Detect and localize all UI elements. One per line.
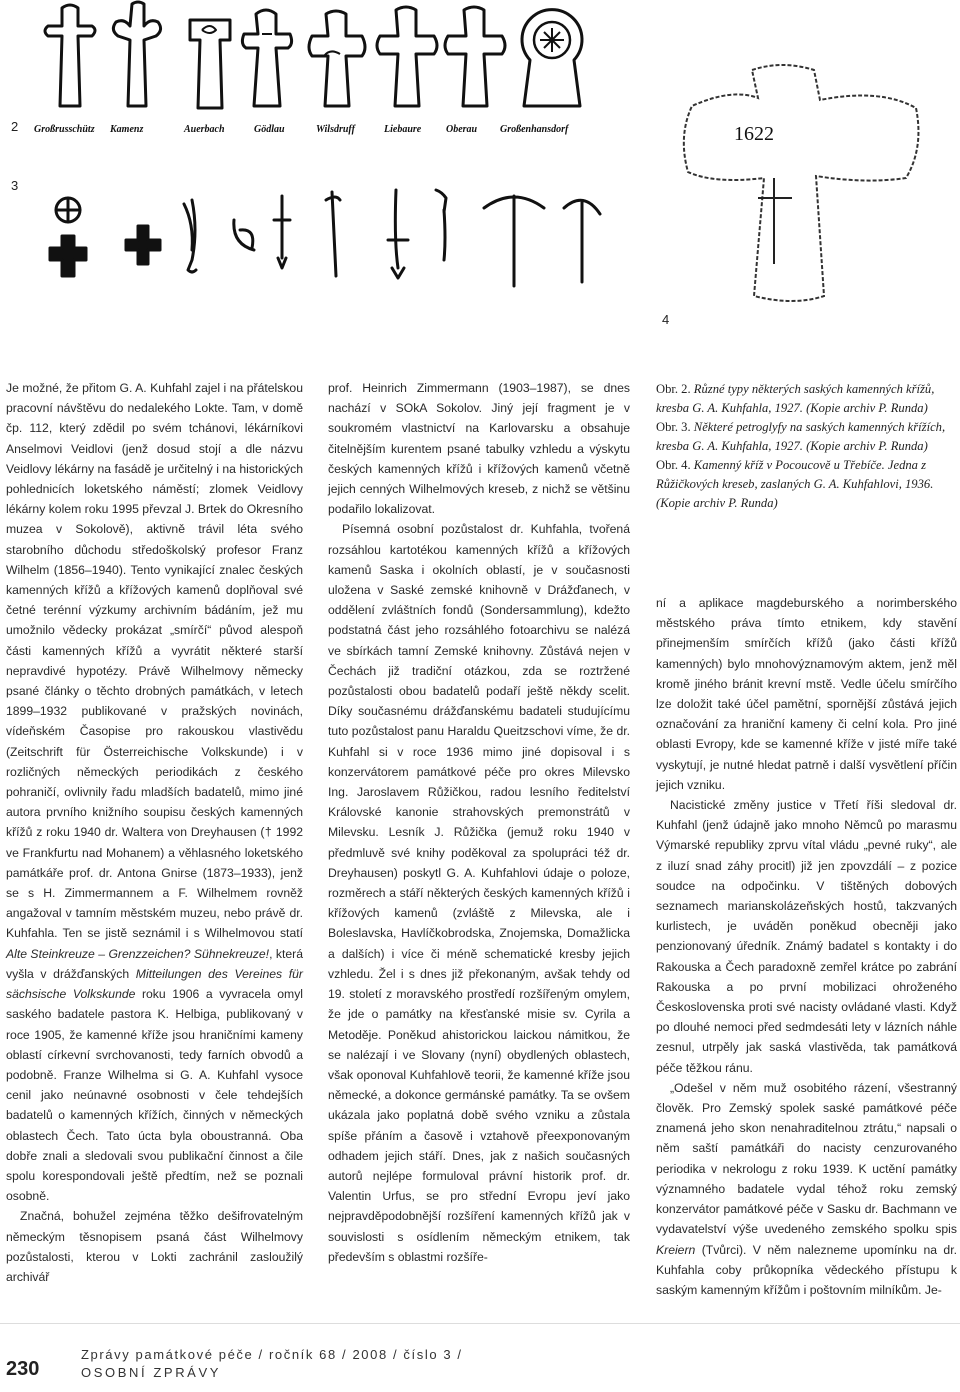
running-footer bbox=[81, 1346, 463, 1382]
figure-4-year: 1622 bbox=[734, 123, 774, 145]
figure-2-drawing bbox=[34, 0, 594, 140]
text-column-1 bbox=[6, 378, 303, 1287]
caption-figure-2 bbox=[656, 380, 956, 418]
paragraph: prof. Heinrich Zimmermann (1903–1987), se dnes nachází v SOkA Sokolov. Jiný její fragment je v soukromém vlastnictví na Karlovarsku a obsahuje čitelnějším kurentem psané tabulky vzhledu a výskytu českých kamenných křížů i křížových kamenů včetně jejich cenných Wilhelmových kreseb, z nichž se většinu podařilo lokalizovat. bbox=[328, 381, 630, 517]
petroglyph bbox=[234, 220, 254, 250]
text-run: roku 1906 a vyvracela omyl saského badatele pastora K. Helbiga, publikovaný v roce 1905, že kamenné kříže jsou hraničními kameny oblastí církevní svrchovanosti, tedy farních obvodů a podobně. Franze Wilhelma si G. A. Kuhfahl vysoce cenil jako neúnavné osobnosti v čele tehdejších badatelů o kamenných křížích, činných v německých oblastech Čech. Tato úcta byla oboustranná. Oba dobře znali a sledovali svou publikační činnost a čile spolu korespondovali ještě předtím, než se poznali osobně. bbox=[6, 987, 303, 1204]
caption-label: Obr. 3. bbox=[656, 420, 691, 434]
figure-2-label: Gödlau bbox=[254, 124, 285, 135]
text-run: , která vyšla v drážďanských bbox=[6, 946, 303, 981]
italic-title: Mitteilungen des Vereines für sächsische Volkskunde bbox=[6, 966, 303, 1002]
paragraph bbox=[6, 378, 303, 1206]
petroglyph bbox=[50, 236, 86, 276]
paragraph: Značná, bohužel zejména těžko dešifrovatelným německým těsnopisem psaná část Wilhelmovy pozůstalosti, kterou v Lokti zachránil zasloužilý archivář bbox=[6, 1209, 303, 1284]
italic-title: Alte Steinkreuze – Grenzzeichen? Sühnekreuze! bbox=[6, 946, 270, 961]
figure-2-label: Oberau bbox=[446, 124, 478, 135]
caption-text: Kamenný kříž v Pocoucově u Třebíče. Jedna z Růžičkových kreseb, zaslaných G. A. Kuhfahlovi, 1936. (Kopie archiv P. Runda) bbox=[656, 458, 934, 510]
petroglyph bbox=[274, 196, 290, 268]
figure-2-label: Kamenz bbox=[110, 124, 144, 135]
cross-drawing bbox=[242, 10, 291, 106]
figure-3-number: 3 bbox=[11, 178, 19, 193]
paragraph: ní a aplikace magdeburského a norimberského městského práva tímto etnikem, kdy stavění přinejmenším smírčích křížů (jako části křížů kamenných) bylo mnohovýznamovým aktem, jenž měl kromě jiného bránit krevní mstě. Vedle účelu smírčího lze doložit také účel pamětní, spornější zůstává jejich označování za hraniční kameny či celní kola. Pro jiné oblasti Evropy, kde se kamenné kříže v jisté míře také vyskytují, je nutné hledat patrně i další vysvětlení příčin jejich vzniku. bbox=[656, 596, 957, 792]
text-column-3 bbox=[656, 593, 957, 1300]
petroglyph bbox=[484, 196, 544, 286]
caption-figure-4 bbox=[656, 456, 956, 513]
figure-2-number: 2 bbox=[11, 119, 19, 134]
figure-4-drawing bbox=[648, 30, 953, 330]
caption-figure-3 bbox=[656, 418, 956, 456]
cross-drawing bbox=[445, 7, 505, 106]
figure-2-label: Großrusschütz bbox=[34, 124, 95, 135]
caption-text: Různé typy některých saských kamenných křížů, kresba G. A. Kuhfahla, 1927. (Kopie archiv P. Runda) bbox=[656, 382, 935, 415]
figure-captions bbox=[656, 380, 956, 513]
paragraph: Nacistické změny justice v Třetí říši sledoval dr. Kuhfahl (jenž údajně jako mnoho Němců po marasmu Výmarské republiky zprvu vítal vládu „pevné ruky“, ale z iluzí snad záhy procitl) již jen zpovzdálí – z pozice soudce na odpočinku. V tištěných dobových seznamech marianskolázeňských hostů, takzvaných kurlistech, je uváděn poněkud obecněji jako penzionovaný úředník. Známý badatel s kontakty i do Rakouska a Čech paradoxně zemřel krátce po zabrání Rakouska a po první mobilizaci ohroženého Československa proti své nacisty ovládané vlasti. Když po dlouhé nemoci před sedmdesáti lety v lázních náhle zesnul, utrpěly jak saská vlastivěda, tak památková péče těžkou ránu. bbox=[656, 798, 957, 1075]
footer-divider bbox=[0, 1323, 960, 1324]
paragraph bbox=[656, 1078, 957, 1300]
italic-title: Kreiern bbox=[656, 1242, 696, 1257]
caption-label: Obr. 2. bbox=[656, 382, 691, 396]
caption-text: Některé petroglyfy na saských kamenných křížích, kresba G. A. Kuhfahla, 1927. (Kopie archiv P. Runda) bbox=[656, 420, 946, 453]
cross-drawing bbox=[309, 11, 365, 106]
stone-cross-drawing bbox=[684, 65, 919, 301]
page-number: 230 bbox=[6, 1358, 40, 1380]
figure-4-number: 4 bbox=[662, 312, 670, 327]
figure-2-label: Liebaure bbox=[384, 124, 422, 135]
section-title: OSOBNÍ ZPRÁVY bbox=[81, 1365, 221, 1380]
text-run: Je možné, že přitom G. A. Kuhfahl zajel i na přátelskou pracovní návštěvu do nedalekého Lokte. Tam, v domě čp. 112, který zdědil po svém tchánovi, lékárníkovi Anselmovi Veidlovi (jenž dosud stojí a dle názvu Veidlovy lékárny na fasádě je určitelný i na historických pohlednicích loketského náměstí; zlomek Veidlovy lékárny kolem roku 1995 převzal J. Brtek do Okresního muzea v Sokolově), aktivně trávil léta svého starobního důchodu středoškolský profesor Franz Wilhelm (1856–1940). Tento vynikající znalec českých kamenných křížů a křížových kamenů doplňoval své četné terénní výzkumy archivním bádáním, jež mu umožnilo vědecky prokázat „smírčí“ původ alespoň části kamenných křížů a vyvrátit některé starší nepravdivé hypotézy. Právě Wilhelmovy německy psané články o těchto drobných památkách, v letech 1899–1932 publikované v pražských novinách, vídeňském Časopise pro rakouskou vlastivědu (Zeitschrift für Österreichische Volkskunde) i v rozličných německých periodikách z českého pohraničí, ovlivnily řadu mladších badatelů, mimo jiné autora prvního knižního soupisu českých kamenných křížů z roku 1940 dr. Waltera von Dreyhausen († 1992 ve Frankfurtu nad Mohanem) a věhlasného loketského památkáře prof. dr. Antona Gnirse (1873–1933), jenž se s H. Zimmermannem a F. Wilhelmem rovněž angažoval v tamním městském muzeu, nebo právě dr. Kuhfahla. Ten se jistě seznámil i s Wilhelmovou statí bbox=[6, 381, 303, 941]
caption-label: Obr. 4. bbox=[656, 458, 691, 472]
figure-2-label: Auerbach bbox=[184, 124, 225, 135]
text-run: „Odešel v něm muž osobitého rázení, všestranný člověk. Pro Zemský spolek saské památkové péče znamená jeho skon nenahraditelnou ztrátu,“ napsali o něm saští památkáři do nacisty cenzurovaného periodika v nekrologu z roku 1939. K uctění památky významného badatele vydal téhož roku zemský konzervátor památkové péče v Sasku dr. Bachmann ve vydavatelství výše uvedeného zemského spolku spis bbox=[656, 1080, 957, 1237]
paragraph: Písemná osobní pozůstalost dr. Kuhfahla, tvořená rozsáhlou kartotékou kamenných křížů a křížových kamenů Saska i okolních oblastí, je v současnosti uložena v Saské zemské knihovně v Drážďanech, v oddělení zvláštních fondů (Sondersammlung), kdežto podstatná část jeho rozsáhlého fotoarchivu se nalézá ve sbírkách tamní Zemské knihovny. Zůstává nejen v Čechách již tradiční otázkou, zda se roztržené pozůstalosti obou badatelů podaří ještě někdy scelit. Díky současnému drážďanskému badateli studujícímu tuto pozůstalost panu Haraldu Queitzschovi víme, že dr. Kuhfahl si v roce 1936 mimo jiné dopisoval i s konzervátorem památkové péče pro okres Milevsko Ing. Jaroslavem Růžičkou, radou lesního ředitelství Královské kanonie strahovských premonstrátů v Milevsku. Lesník J. Růžička (jemuž roku 1940 v předmluvě své knihy poděkoval za spolupráci též dr. Dreyhausen) poskytl G. A. Kuhfahlovi údaje o poloze, rozměrech a stáří některých českých kamenných křížů i křížových kamenů (zvláště z Milevska, ale i Boleslavska, Havlíčkobrodska, Znojemska, Domažlicka a dalších) i více či méně schematické kresby jejich vzhledu. Žel i s dnes již překonaným, avšak tehdy od 19. století z moravského prostředí rozšířeným omylem, že jde o památky na křesťanské misie sv. Cyrila a Metoděje. Poněkud ahistorickou laickou námitkou, že se nalézají i ve Slovany (nyní) obydlených oblastech, však oponoval Kuhfahlově teorii, že kamenné kříže jsou německé, a dokonce germánské památky. Ta se ovšem ukázala jako poplatná době svého vzniku a zůstala spíše přáním a časově i vztahově přeexponovaným odhadem jejich stáří. Dnes, jak z našich současných autorů nejlépe formuloval právní historik prof. dr. Valentin Urfus, se pro střední Evropu jeví jako nejpravděpodobnější rozšíření kamenných křížů jak v souvislosti s osídlením německým etnikem, tak především s oblastmi rozšíře- bbox=[328, 522, 630, 1264]
figure-2-label: Wilsdruff bbox=[316, 124, 355, 135]
text-column-2 bbox=[328, 378, 630, 1267]
petroglyph bbox=[326, 192, 340, 276]
figure-3-drawing bbox=[34, 180, 614, 300]
journal-title: Zprávy památkové péče / ročník 68 / 2008 / číslo 3 / bbox=[81, 1347, 463, 1362]
petroglyph bbox=[388, 190, 408, 278]
cross-drawing bbox=[377, 7, 437, 106]
petroglyph bbox=[126, 226, 160, 264]
figure-2-label: Großenhansdorf bbox=[500, 124, 569, 135]
cross-drawing bbox=[113, 2, 160, 106]
petroglyph bbox=[564, 200, 600, 282]
cross-drawing bbox=[45, 5, 95, 106]
text-run: (Tvůrci). V něm nalezneme upomínku na dr. Kuhfahla coby průkopníka vědeckého přístupu k saským kamenným křížům i poštovním milníkům. Je- bbox=[656, 1242, 957, 1297]
petroglyph bbox=[436, 190, 446, 260]
